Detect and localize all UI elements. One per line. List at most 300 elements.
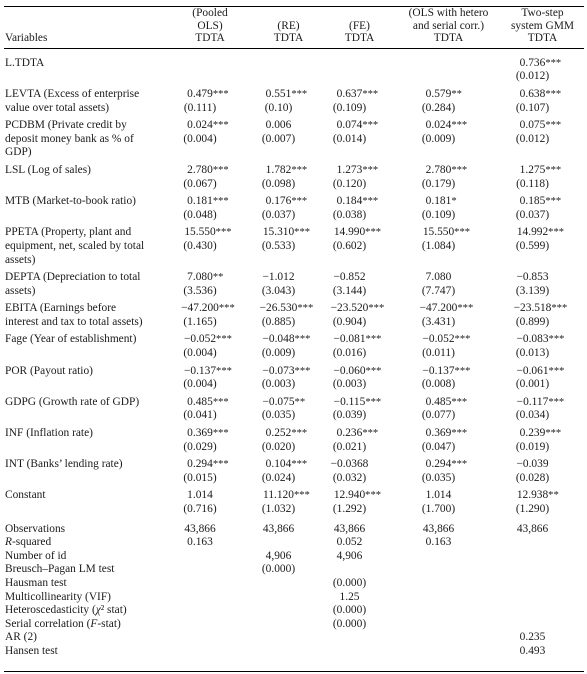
- std-error-cell: [166, 102, 254, 116]
- variable-name: Fage (Year of establishment): [5, 333, 137, 346]
- variable-name: GDP): [5, 146, 32, 159]
- variable-name: LEVTA (Excess of enterprise: [5, 87, 140, 100]
- significance-stars: ***: [545, 196, 562, 208]
- value-cell: [166, 48, 254, 70]
- variable-name: [4, 503, 166, 517]
- value-cell: [323, 222, 396, 240]
- regression-results-table: [4, 6, 584, 659]
- cell-value: (0.000): [332, 604, 367, 617]
- statistic-label-text: AR (2): [5, 631, 37, 644]
- cell-value: (0.602): [332, 239, 367, 252]
- cell-value: (0.035): [261, 409, 296, 422]
- cell-value: 43,866: [422, 522, 455, 535]
- std-error-cell: [501, 102, 584, 116]
- cell-value: −0.117: [516, 395, 549, 408]
- cell-value: 1.014: [425, 489, 452, 502]
- empty-cell: [323, 254, 396, 268]
- significance-stars: **: [451, 88, 462, 100]
- value-cell: [501, 423, 584, 441]
- value-cell: [254, 222, 323, 240]
- cell-value: (0.120): [332, 177, 367, 190]
- significance-stars: ***: [215, 227, 232, 239]
- variable-name: MTB (Market-to-book ratio): [5, 195, 136, 208]
- cell-value: (0.284): [421, 101, 456, 114]
- cell-value: −0.048: [262, 333, 295, 346]
- statistic-row: [4, 591, 584, 605]
- cell-value: 14.990: [333, 226, 366, 239]
- value-cell: [396, 329, 501, 347]
- std-error-cell: [323, 133, 396, 147]
- cell-value: 12.938: [516, 489, 549, 502]
- value-cell: [323, 191, 396, 209]
- significance-stars: ***: [212, 396, 229, 408]
- column-header-2: [254, 7, 323, 49]
- coefficient-row: [4, 84, 584, 102]
- cell-value: 0.369: [425, 427, 452, 440]
- significance-stars: ***: [216, 365, 232, 377]
- cell-value: −0.852: [333, 271, 366, 284]
- cell-value: 0.638: [519, 87, 546, 100]
- cell-value: −47.200: [181, 302, 219, 315]
- statistic-value: [501, 563, 584, 577]
- empty-cell: [166, 254, 254, 268]
- statistic-label-rest: -stat): [97, 617, 121, 630]
- std-error-cell: [501, 209, 584, 223]
- cell-value: (0.000): [261, 563, 296, 576]
- cell-value: 0.252: [265, 427, 292, 440]
- cell-value: (0.004): [183, 347, 217, 360]
- significance-stars: ***: [294, 334, 311, 346]
- statistic-label: [4, 645, 166, 659]
- cell-value: (0.098): [261, 177, 296, 190]
- significance-stars: ***: [365, 490, 382, 502]
- empty-cell: [254, 146, 323, 160]
- cell-value: (1.700): [421, 503, 456, 515]
- cell-value: (0.038): [332, 208, 367, 221]
- column-header-3: [323, 7, 396, 49]
- cell-value: (0.885): [261, 315, 296, 328]
- significance-stars: ***: [212, 428, 229, 440]
- significance-stars: ***: [454, 365, 471, 377]
- cell-value: 15.550: [422, 226, 455, 239]
- cell-value: −0.061: [516, 364, 549, 377]
- statistic-value: [323, 604, 396, 618]
- statistic-value: [396, 550, 501, 564]
- std-error-cell: [396, 178, 501, 192]
- significance-stars: ***: [294, 365, 311, 377]
- variable-name: [4, 409, 166, 423]
- significance-stars: ***: [291, 459, 308, 471]
- value-cell: [323, 298, 396, 316]
- cell-value: (0.037): [261, 208, 296, 221]
- significance-stars: ***: [362, 120, 379, 132]
- coefficient-subrow: [4, 316, 584, 330]
- std-error-cell: [501, 347, 584, 361]
- cell-value: (0.533): [261, 239, 296, 252]
- cell-value: (3.139): [515, 284, 550, 297]
- cell-value: (0.011): [422, 347, 455, 360]
- std-error-cell: [323, 347, 396, 361]
- variable-name: interest and tax to total assets): [5, 315, 143, 328]
- variable-name: POR (Payout ratio): [5, 364, 93, 377]
- variable-name: INT (Banks’ lending rate): [5, 458, 123, 471]
- cell-value: 4,906: [336, 549, 363, 562]
- variable-name: [4, 441, 166, 455]
- std-error-cell: [254, 133, 323, 147]
- column-header-4: [396, 7, 501, 49]
- cell-value: (0.035): [421, 471, 456, 484]
- value-cell: [396, 84, 501, 102]
- variables-header: Variables: [5, 32, 48, 45]
- cell-value: 2.780: [187, 163, 213, 176]
- value-cell: [396, 160, 501, 178]
- variable-name: value over total assets): [5, 101, 110, 114]
- std-error-cell: [396, 209, 501, 223]
- value-cell: [396, 222, 501, 240]
- cell-value: 43,866: [184, 522, 216, 535]
- value-cell: [396, 298, 501, 316]
- statistic-label: [4, 517, 166, 537]
- statistic-row: [4, 577, 584, 591]
- value-cell: [501, 84, 584, 102]
- statistic-label-rest: -squared: [11, 536, 52, 549]
- variable-name: assets): [5, 284, 36, 297]
- cell-value: 0.736: [519, 56, 546, 69]
- cell-value: (0.599): [515, 239, 550, 252]
- cell-value: −0.060: [333, 364, 366, 377]
- std-error-cell: [323, 209, 396, 223]
- coefficient-subrow: [4, 209, 584, 223]
- std-error-cell: [323, 285, 396, 299]
- value-cell: [323, 423, 396, 441]
- statistic-value: [323, 563, 396, 577]
- std-error-cell: [254, 441, 323, 455]
- statistic-label: [4, 577, 166, 591]
- std-error-cell: [501, 378, 584, 392]
- coefficient-subrow: [4, 503, 584, 517]
- cell-value: −0.039: [516, 458, 549, 471]
- value-cell: [254, 84, 323, 102]
- variable-name: LSL (Log of sales): [5, 163, 91, 176]
- value-cell: [254, 160, 323, 178]
- cell-value: (0.109): [421, 208, 456, 221]
- statistic-value: [323, 631, 396, 645]
- std-error-cell: [254, 102, 323, 116]
- statistic-value: [166, 536, 254, 550]
- variable-name: Constant: [5, 489, 46, 502]
- value-cell: [396, 267, 501, 285]
- cell-value: 0.074: [336, 119, 363, 132]
- statistic-value: [254, 618, 323, 632]
- significance-stars: ***: [218, 303, 235, 315]
- std-error-cell: [166, 70, 254, 84]
- coefficient-subrow: [4, 254, 584, 268]
- std-error-cell: [323, 178, 396, 192]
- significance-stars: ***: [212, 196, 229, 208]
- significance-stars: ***: [293, 490, 310, 502]
- std-error-cell: [166, 285, 254, 299]
- value-cell: [501, 267, 584, 285]
- empty-cell: [501, 146, 584, 160]
- std-error-cell: [323, 378, 396, 392]
- statistic-row: [4, 517, 584, 537]
- cell-value: 0.235: [519, 631, 546, 644]
- significance-stars: ***: [294, 227, 311, 239]
- empty-cell: [396, 254, 501, 268]
- std-error-cell: [396, 240, 501, 254]
- cell-value: (0.034): [515, 409, 550, 422]
- table-header: [4, 7, 584, 49]
- column-header-line: TDTA: [195, 32, 225, 45]
- value-cell: [166, 329, 254, 347]
- column-header-line: system GMM: [511, 19, 574, 32]
- significance-stars: ***: [297, 303, 314, 315]
- std-error-cell: [323, 316, 396, 330]
- std-error-cell: [396, 503, 501, 517]
- significance-stars: ***: [212, 459, 229, 471]
- coefficient-subrow: [4, 409, 584, 423]
- coefficient-subrow: [4, 178, 584, 192]
- statistic-label-text: Multicollinearity (VIF): [5, 590, 111, 603]
- cell-value: (0.012): [515, 132, 550, 145]
- cell-value: (0.179): [421, 177, 456, 190]
- statistic-label: [4, 591, 166, 605]
- cell-value: 7.080: [187, 271, 213, 284]
- header-row: [4, 7, 584, 49]
- std-error-cell: [254, 178, 323, 192]
- statistic-value: [166, 645, 254, 659]
- value-cell: [254, 115, 323, 133]
- statistic-value: [501, 577, 584, 591]
- cell-value: (0.020): [261, 440, 296, 453]
- cell-value: 0.493: [519, 644, 546, 657]
- value-cell: [323, 454, 396, 472]
- std-error-cell: [166, 240, 254, 254]
- value-cell: [166, 115, 254, 133]
- std-error-cell: [501, 70, 584, 84]
- statistic-row: [4, 631, 584, 645]
- empty-cell: [166, 146, 254, 160]
- statistic-value: [254, 631, 323, 645]
- value-cell: [501, 160, 584, 178]
- cell-value: 0.485: [425, 395, 452, 408]
- statistic-value: [396, 563, 501, 577]
- cell-value: 0.294: [425, 458, 452, 471]
- variable-name: GDPG (Growth rate of GDP): [5, 395, 140, 408]
- column-header-line: (OLS with hetero: [408, 7, 489, 19]
- cell-value: 2.780: [425, 163, 452, 176]
- cell-value: (1.290): [515, 503, 550, 515]
- value-cell: [166, 160, 254, 178]
- cell-value: 0.294: [187, 458, 213, 471]
- std-error-cell: [323, 503, 396, 517]
- cell-value: (1.165): [183, 315, 217, 328]
- column-header-line: Two-step: [521, 7, 564, 19]
- cell-value: −0.137: [422, 364, 455, 377]
- value-cell: [501, 485, 584, 503]
- column-header-line: TDTA: [273, 32, 304, 45]
- significance-stars: *: [451, 196, 457, 208]
- significance-stars: ***: [451, 459, 468, 471]
- cell-value: (3.043): [261, 284, 296, 297]
- statistic-value: [166, 563, 254, 577]
- std-error-cell: [166, 441, 254, 455]
- table-body: [4, 48, 584, 658]
- coefficient-row: [4, 423, 584, 441]
- cell-value: 0.006: [265, 119, 292, 132]
- std-error-cell: [166, 378, 254, 392]
- value-cell: [254, 485, 323, 503]
- std-error-cell: [254, 503, 323, 517]
- cell-value: 1.275: [519, 163, 546, 176]
- significance-stars: ***: [362, 428, 379, 440]
- significance-stars: ***: [451, 396, 468, 408]
- significance-stars: ***: [291, 88, 308, 100]
- statistic-value: [166, 604, 254, 618]
- variable-name: PCDBM (Private credit by: [5, 119, 127, 132]
- cell-value: −0.052: [422, 333, 455, 346]
- significance-stars: ***: [365, 227, 382, 239]
- significance-stars: ***: [216, 334, 232, 346]
- std-error-cell: [396, 441, 501, 455]
- statistic-value: [323, 517, 396, 537]
- value-cell: [501, 298, 584, 316]
- cell-value: −23.520: [330, 302, 369, 315]
- statistic-value: [501, 631, 584, 645]
- coefficient-subrow: [4, 347, 584, 361]
- column-header-line: OLS): [197, 19, 223, 32]
- cell-value: (0.029): [183, 440, 217, 453]
- statistic-value: [501, 550, 584, 564]
- cell-value: 0.551: [265, 87, 292, 100]
- cell-value: 43,866: [333, 522, 366, 535]
- cell-value: (0.015): [183, 471, 217, 484]
- cell-value: −0.052: [183, 333, 217, 346]
- cell-value: (0.899): [515, 315, 550, 328]
- value-cell: [166, 361, 254, 379]
- value-cell: [166, 84, 254, 102]
- cell-value: 15.310: [262, 226, 295, 239]
- variable-name: deposit money bank as % of: [5, 132, 134, 145]
- std-error-cell: [501, 285, 584, 299]
- cell-value: 0.176: [265, 195, 292, 208]
- statistic-label: [4, 536, 166, 550]
- std-error-cell: [254, 316, 323, 330]
- cell-value: 12.940: [333, 489, 366, 502]
- value-cell: [254, 191, 323, 209]
- statistic-value: [323, 577, 396, 591]
- statistic-value: [254, 591, 323, 605]
- significance-stars: ***: [291, 164, 308, 176]
- cell-value: (0.009): [261, 347, 296, 360]
- std-error-cell: [254, 70, 323, 84]
- cell-value: (0.024): [261, 471, 296, 484]
- value-cell: [396, 361, 501, 379]
- significance-stars: ***: [457, 303, 474, 315]
- cell-value: (0.430): [183, 239, 217, 252]
- statistic-value: [166, 631, 254, 645]
- value-cell: [166, 423, 254, 441]
- significance-stars: **: [294, 396, 306, 408]
- cell-value: −0.073: [262, 364, 295, 377]
- std-error-cell: [501, 441, 584, 455]
- statistic-value: [323, 550, 396, 564]
- cell-value: −0.137: [183, 364, 217, 377]
- cell-value: (1.032): [261, 503, 296, 515]
- cell-value: (0.000): [332, 576, 367, 589]
- coefficient-row: [4, 329, 584, 347]
- value-cell: [501, 392, 584, 410]
- statistic-value: [166, 550, 254, 564]
- statistic-label-rest: ² stat): [100, 604, 127, 617]
- coefficient-subrow: [4, 472, 584, 486]
- statistic-value: [396, 618, 501, 632]
- cell-value: 0.485: [187, 395, 213, 408]
- std-error-cell: [396, 102, 501, 116]
- statistic-value: [166, 591, 254, 605]
- value-cell: [166, 267, 254, 285]
- significance-stars: ***: [365, 396, 382, 408]
- cell-value: (0.109): [332, 101, 367, 114]
- value-cell: [323, 267, 396, 285]
- cell-value: 1.25: [339, 590, 360, 603]
- std-error-cell: [166, 209, 254, 223]
- statistic-value: [254, 550, 323, 564]
- empty-cell: [254, 254, 323, 268]
- empty-cell: [396, 146, 501, 160]
- significance-stars: ***: [548, 365, 565, 377]
- coefficient-subrow: [4, 240, 584, 254]
- statistic-value: [501, 517, 584, 537]
- cell-value: (0.003): [332, 378, 367, 391]
- statistic-value: [396, 631, 501, 645]
- column-header-line: TDTA: [433, 32, 464, 45]
- value-cell: [254, 298, 323, 316]
- statistic-label: [4, 631, 166, 645]
- std-error-cell: [166, 347, 254, 361]
- std-error-cell: [323, 70, 396, 84]
- cell-value: 43,866: [516, 522, 549, 535]
- column-header-line: TDTA: [344, 32, 375, 45]
- std-error-cell: [166, 133, 254, 147]
- significance-stars: ***: [548, 396, 565, 408]
- statistic-label-text: Number of id: [5, 549, 67, 562]
- cell-value: 0.479: [187, 87, 213, 100]
- value-cell: [501, 48, 584, 70]
- std-error-cell: [323, 102, 396, 116]
- statistic-label-italic: χ: [95, 604, 101, 617]
- cell-value: (0.021): [332, 440, 367, 453]
- statistic-row: [4, 563, 584, 577]
- statistic-label-italic: F: [90, 617, 98, 630]
- cell-value: −0.075: [262, 395, 295, 408]
- std-error-cell: [323, 472, 396, 486]
- cell-value: (0.047): [421, 440, 456, 453]
- cell-value: (0.004): [183, 132, 217, 145]
- cell-value: 0.024: [425, 119, 452, 132]
- significance-stars: **: [548, 490, 559, 502]
- std-error-cell: [166, 503, 254, 517]
- statistic-value: [323, 591, 396, 605]
- cell-value: 7.080: [425, 271, 452, 284]
- significance-stars: ***: [362, 196, 379, 208]
- std-error-cell: [501, 409, 584, 423]
- significance-stars: ***: [362, 88, 379, 100]
- std-error-cell: [254, 240, 323, 254]
- statistic-label: [4, 550, 166, 564]
- statistic-label-text: Heteroscedasticity (: [5, 604, 96, 617]
- statistic-value: [396, 645, 501, 659]
